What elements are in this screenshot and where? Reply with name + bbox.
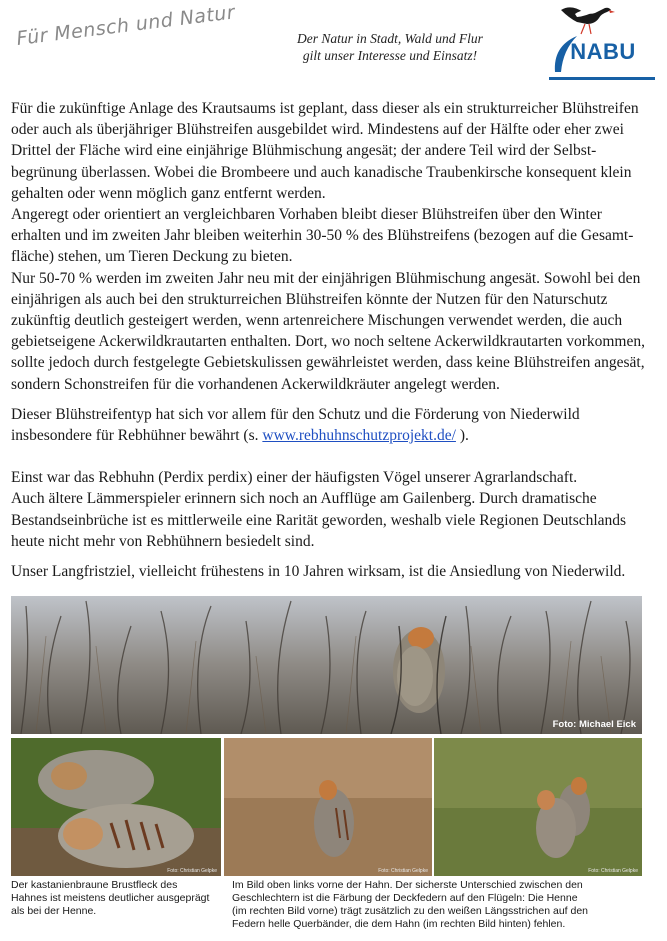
text-line: einjährigen als auch bei den strukturreichen Blühstreifen könnte der Nutzen für den Naturschutz [11,290,608,308]
text-line: zukünftig deutlich gesteigert werden, wenn artenreichere Mischungen verwendet werden, die auch [11,312,623,330]
text-line: Nur 50-70 % werden im zweiten Jahr neu mit der einjährigen Blühmischung angesät. Sowohl bei den [11,269,641,287]
caption-line: Im Bild oben links vorne der Hahn. Der sicherste Unterschied zwischen den [232,879,583,891]
logo-underline [549,77,655,80]
partridge-pair-image [11,738,221,876]
photo-credit: Foto: Michael Eick [552,719,636,730]
partridge-in-grass-image [11,596,642,734]
motto [270,30,510,64]
text-line: sondern Schonstreifen für die vorhandenen Ackerwildkräuter angelegt werden. [11,375,500,393]
text-line: Drittel der Fläche wird eine einjährige Blühmischung angesät; der andere Teil wird der Selbst- [11,142,597,160]
motto-line: Der Natur in Stadt, Wald und Flur [297,31,483,46]
text-line: heute nicht mehr von Rebhühnern besiedelt sind. [11,532,315,550]
motto-line: gilt unser Interesse und Einsatz! [302,48,478,63]
rebhuhn-link[interactable]: www.rebhuhnschutzprojekt.de/ [262,427,456,445]
text-line: Angeregt oder orientiert an vergleichbaren Vorhaben bleibt dieser Blühstreifen über den Winter [11,206,602,224]
text-line: Bestandseinbrüche ist es mittlerweile eine Rarität geworden, weshalb viele Regionen Deutschlands [11,511,627,529]
partridge-photo-main [11,596,642,734]
text-line: Unser Langfristziel, vielleicht frühestens in 10 Jahren wirksam, ist die Ansiedlung von Niederwild. [11,563,626,581]
paragraph [11,98,654,395]
page-header [0,0,667,85]
stork-icon [555,2,615,36]
nabu-logo [549,2,657,82]
text-line: Dieser Blühstreifentyp hat sich vor allem für den Schutz und die Förderung von Niederwild [11,405,580,423]
text-line: insbesondere für Rebhühner bewährt (s. [11,427,263,445]
text-line: Einst war das Rebhuhn (Perdix perdix) einer der häufigsten Vögel unserer Agrarlandschaft. [11,469,578,487]
text-line: begrünung überlassen. Wobei die Brombeere und auch kanadische Traubenkirsche konsequent klein [11,163,632,181]
paragraph [11,404,654,446]
caption-left [11,879,221,918]
photo-credit: Foto: Christian Gelpke [167,868,217,874]
caption-line: Hahnes ist meistens deutlicher ausgeprägt [11,892,210,904]
logo-badge [551,32,655,76]
photo-credit: Foto: Christian Gelpke [378,868,428,874]
text-line: Für die zukünftige Anlage des Krautsaums ist geplant, dass dieser als ein strukturreicher Blühstreifen [11,100,639,117]
article-body [11,98,654,582]
text-line: sollte jedoch durch festgelegte Gebietskulissen gewährleistet werden, dass keine Blühstreifen angesät, [11,354,645,372]
caption-line: Federn helle Querbänder, die dem Hahn (im rechten Bild hinten) fehlen. [232,918,566,930]
caption-line: Geschlechtern ist die Färbung der Deckfedern auf den Flügeln: Die Henne [232,892,578,904]
paragraph [11,467,654,552]
partridge-photo-right [434,738,642,876]
paragraph [11,561,654,582]
partridge-pair-field-image [434,738,642,876]
caption-right [232,879,652,931]
photo-credit: Foto: Christian Gelpke [588,868,638,874]
text-line: ). [455,427,469,445]
partridge-on-field-image [224,738,432,876]
partridge-photo-left [11,738,221,876]
text-line: gehalten oder wenn möglich ganz entfernt werden. [11,184,326,202]
partridge-photo-middle [224,738,432,876]
text-line: erhalten und im zweiten Jahr bleiben weiterhin 30-50 % des Blühstreifens (bezogen auf die Gesamt- [11,227,634,245]
text-line: gebietseigene Ackerwildkrautarten enthalten. Dort, wo noch seltene Ackerwildkrautarten vorkommen, [11,333,645,351]
text-line: fläche) stehen, um Tieren Deckung zu bieten. [11,248,293,266]
tagline: Für Mensch und Natur [15,1,237,51]
caption-line: als bei der Henne. [11,905,97,917]
logo-text: NABU [570,39,636,64]
caption-line: Der kastanienbraune Brustfleck des [11,879,178,891]
text-line: Auch ältere Lämmerspieler erinnern sich noch an Aufflüge am Gailenberg. Durch dramatische [11,490,597,508]
text-line: oder auch als überjähriger Blühstreifen ausgebildet wird. Mindestens auf der Hälfte oder eher zwei [11,121,624,139]
caption-line: (im rechten Bild vorne) trägt zusätzlich zu den weißen Längsstrichen auf den [232,905,589,917]
